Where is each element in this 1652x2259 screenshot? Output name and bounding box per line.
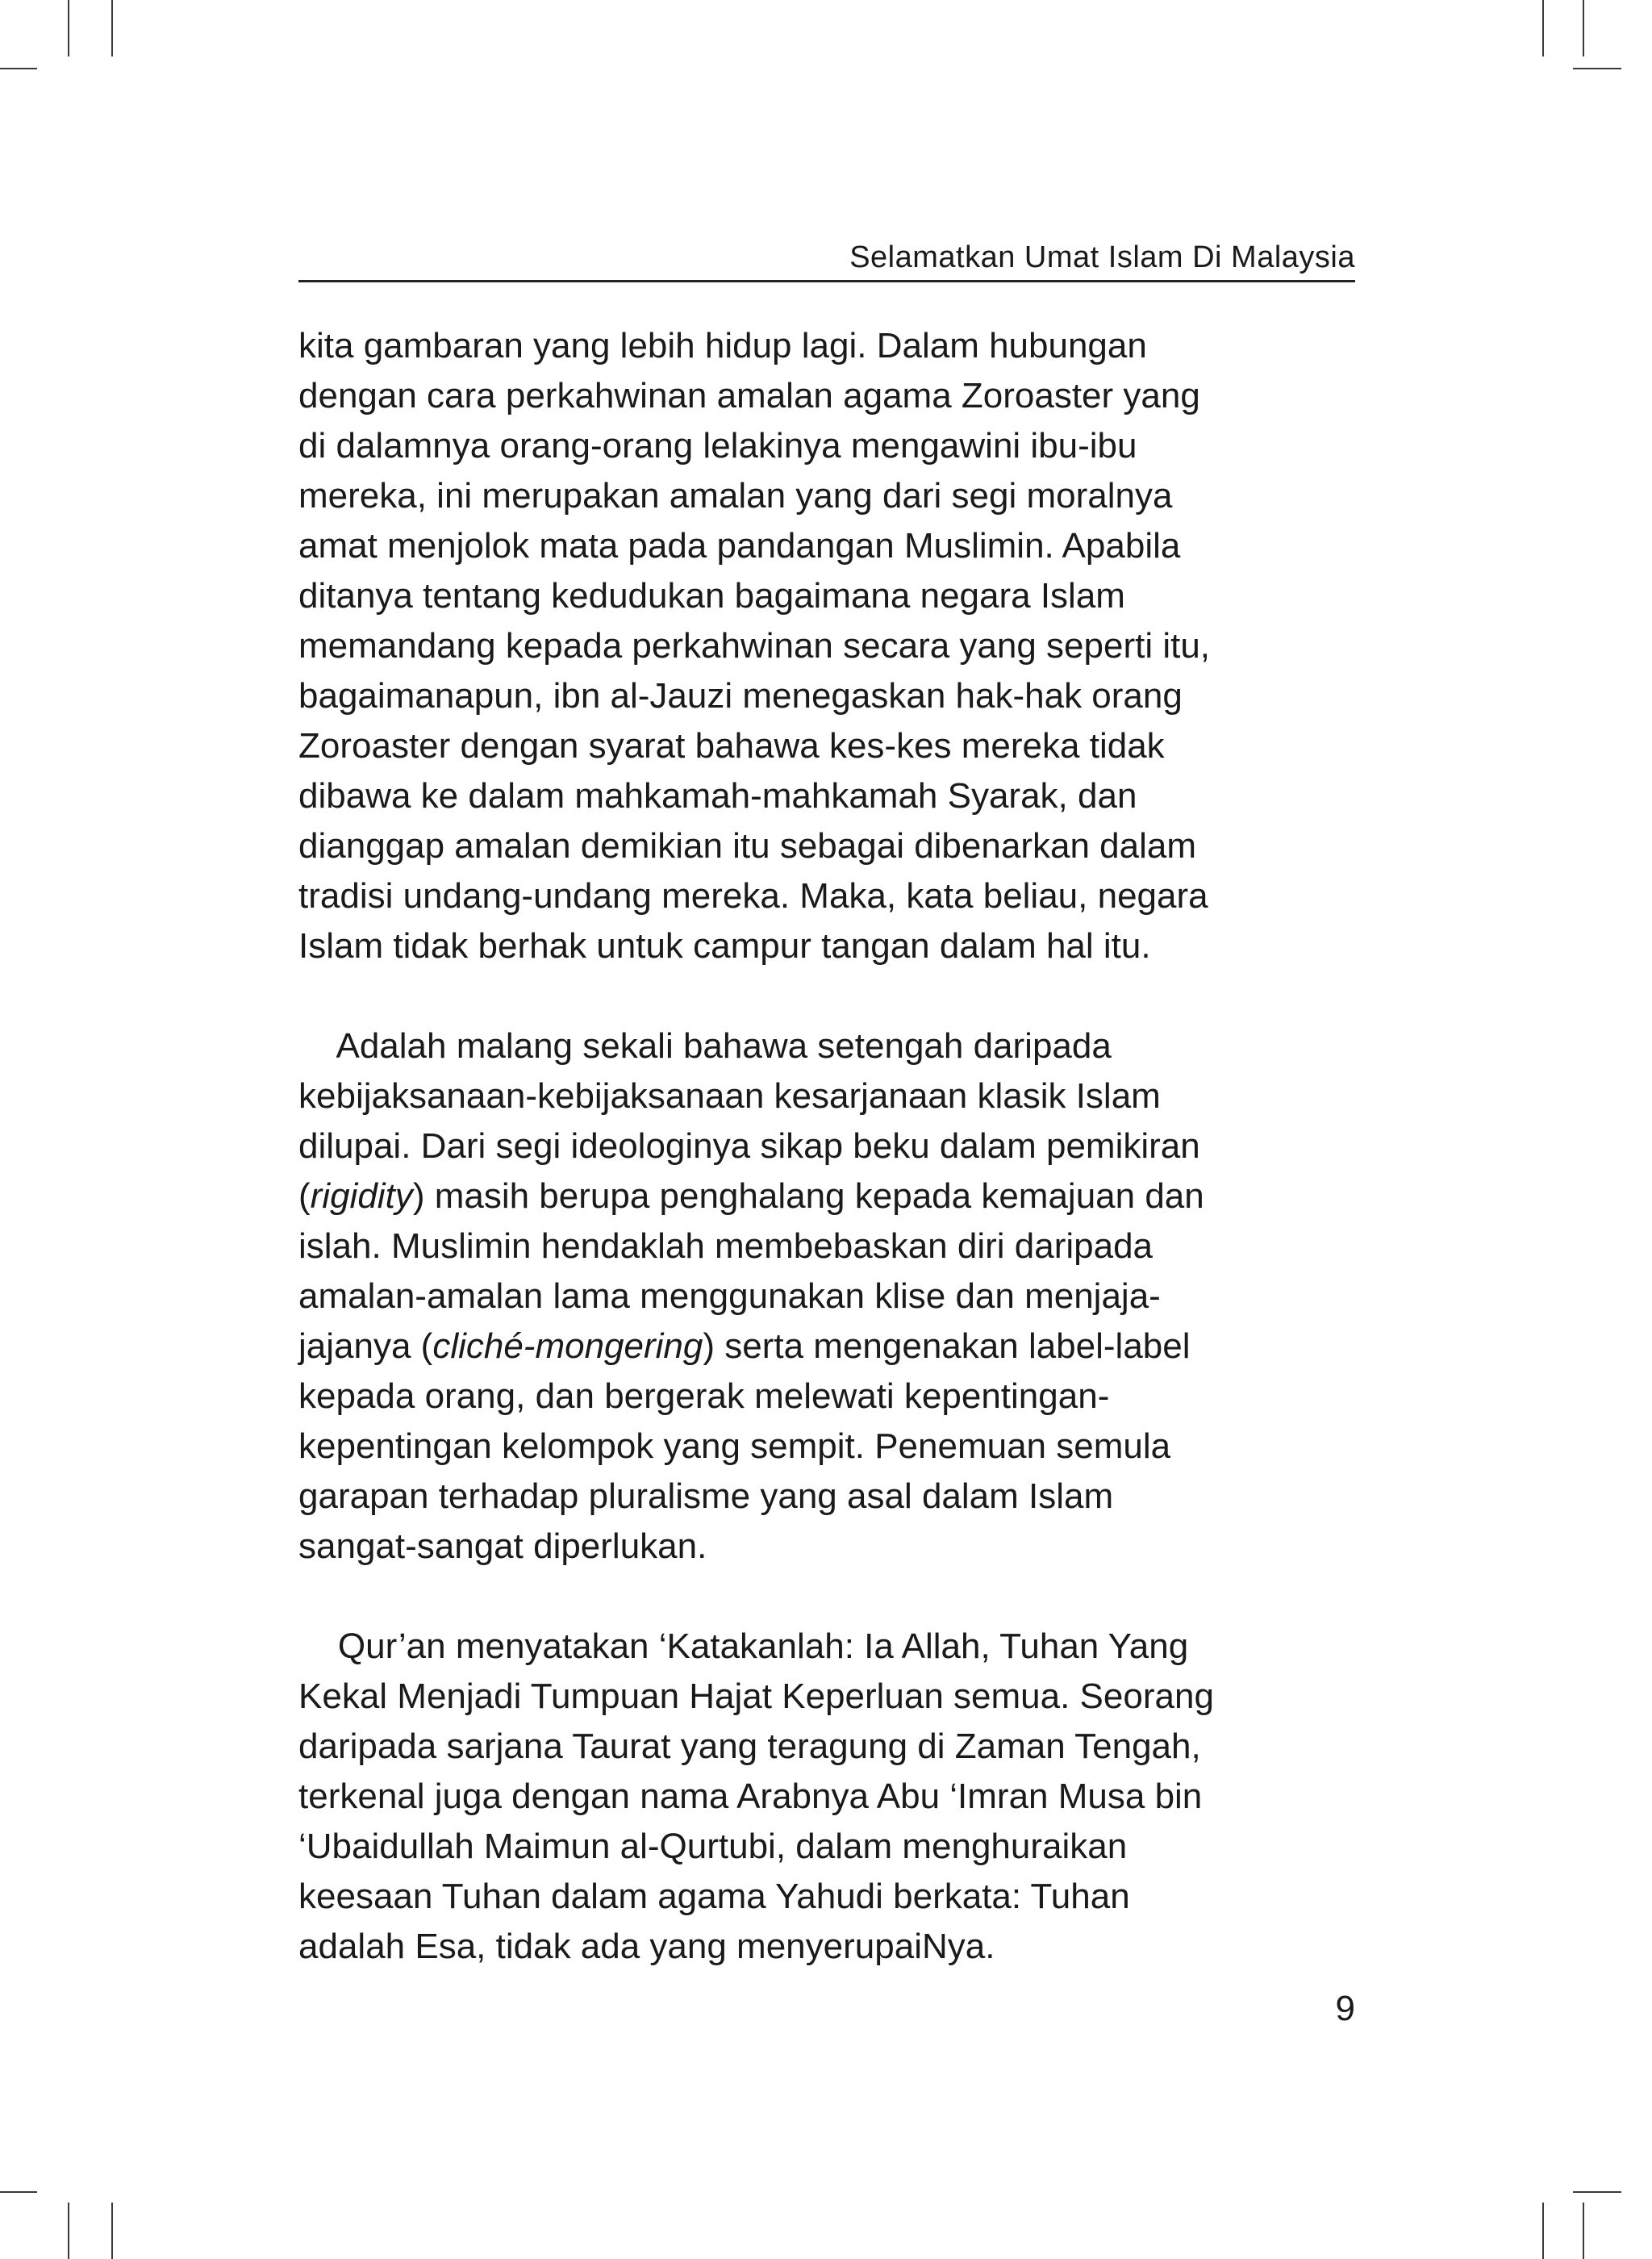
paragraph-2: Adalah malang sekali bahawa setengah daripada kebijaksanaan-kebijaksanaan kesarjanaan klasik Islam dilupai. Dari segi ideologinya sikap beku dalam pemikiran (rigidity) masih berupa penghalang kepada kemajuan dan islah. Muslimin hendaklah membebaskan diri daripada amalan-amalan lama menggunakan klise dan menjaja- jajanya (cliché-mongering) serta mengenakan label-label kepada orang, dan bergerak melewati kepentingan- kepentingan kelompok yang sempit. Penemuan semula garapan terhadap pluralisme yang asal dalam Islam sangat-sangat diperlukan. bbox=[298, 1026, 1204, 1566]
crop-mark bbox=[0, 2191, 37, 2193]
crop-mark bbox=[1583, 2203, 1584, 2259]
crop-mark bbox=[0, 68, 37, 69]
crop-mark bbox=[68, 0, 69, 56]
crop-mark bbox=[111, 0, 113, 56]
paragraph-1: kita gambaran yang lebih hidup lagi. Dalam hubungan dengan cara perkahwinan amalan agama Zoroaster yang di dalamnya orang-orang lelakinya mengawini ibu-ibu mereka, ini merupakan amalan yang dari segi moralnya amat menjolok mata pada pandangan Muslimin. Apabila ditanya tentang kedudukan bagaimana negara Islam memandang kepada perkahwinan secara yang seperti itu, bagaimanapun, ibn al-Jauzi menegaskan hak-hak orang Zoroaster dengan syarat bahawa kes-kes mereka tidak dibawa ke dalam mahkamah-mahkamah Syarak, dan dianggap amalan demikian itu sebagai dibenarkan dalam tradisi undang-undang mereka. Maka, kata beliau, negara Islam tidak berhak untuk campur tangan dalam hal itu. bbox=[298, 326, 1211, 966]
crop-mark bbox=[1542, 2203, 1544, 2259]
italic-term: rigidity bbox=[310, 1176, 413, 1216]
crop-mark bbox=[1573, 68, 1621, 69]
paragraph-3: Qur’an menyatakan ‘Katakanlah: Ia Allah, Tuhan Yang Kekal Menjadi Tumpuan Hajat Keperluan semua. Seorang daripada sarjana Taurat yang teragung di Zaman Tengah, terkenal juga dengan nama Arabnya Abu ‘Imran Musa bin ‘Ubaidullah Maimun al-Qurtubi, dalam menghuraikan keesaan Tuhan dalam agama Yahudi berkata: Tuhan adalah Esa, tidak ada yang menyerupaiNya. bbox=[298, 1626, 1214, 1966]
body-text bbox=[298, 321, 1363, 1972]
page-number: 9 bbox=[1335, 1989, 1355, 2028]
crop-mark bbox=[1542, 0, 1544, 56]
crop-mark bbox=[1573, 2191, 1621, 2193]
running-header: Selamatkan Umat Islam Di Malaysia bbox=[849, 240, 1355, 274]
header-rule bbox=[298, 280, 1355, 282]
crop-mark bbox=[1583, 0, 1584, 56]
crop-mark bbox=[68, 2203, 69, 2259]
crop-mark bbox=[111, 2203, 113, 2259]
italic-term: cliché-mongering bbox=[432, 1326, 703, 1366]
